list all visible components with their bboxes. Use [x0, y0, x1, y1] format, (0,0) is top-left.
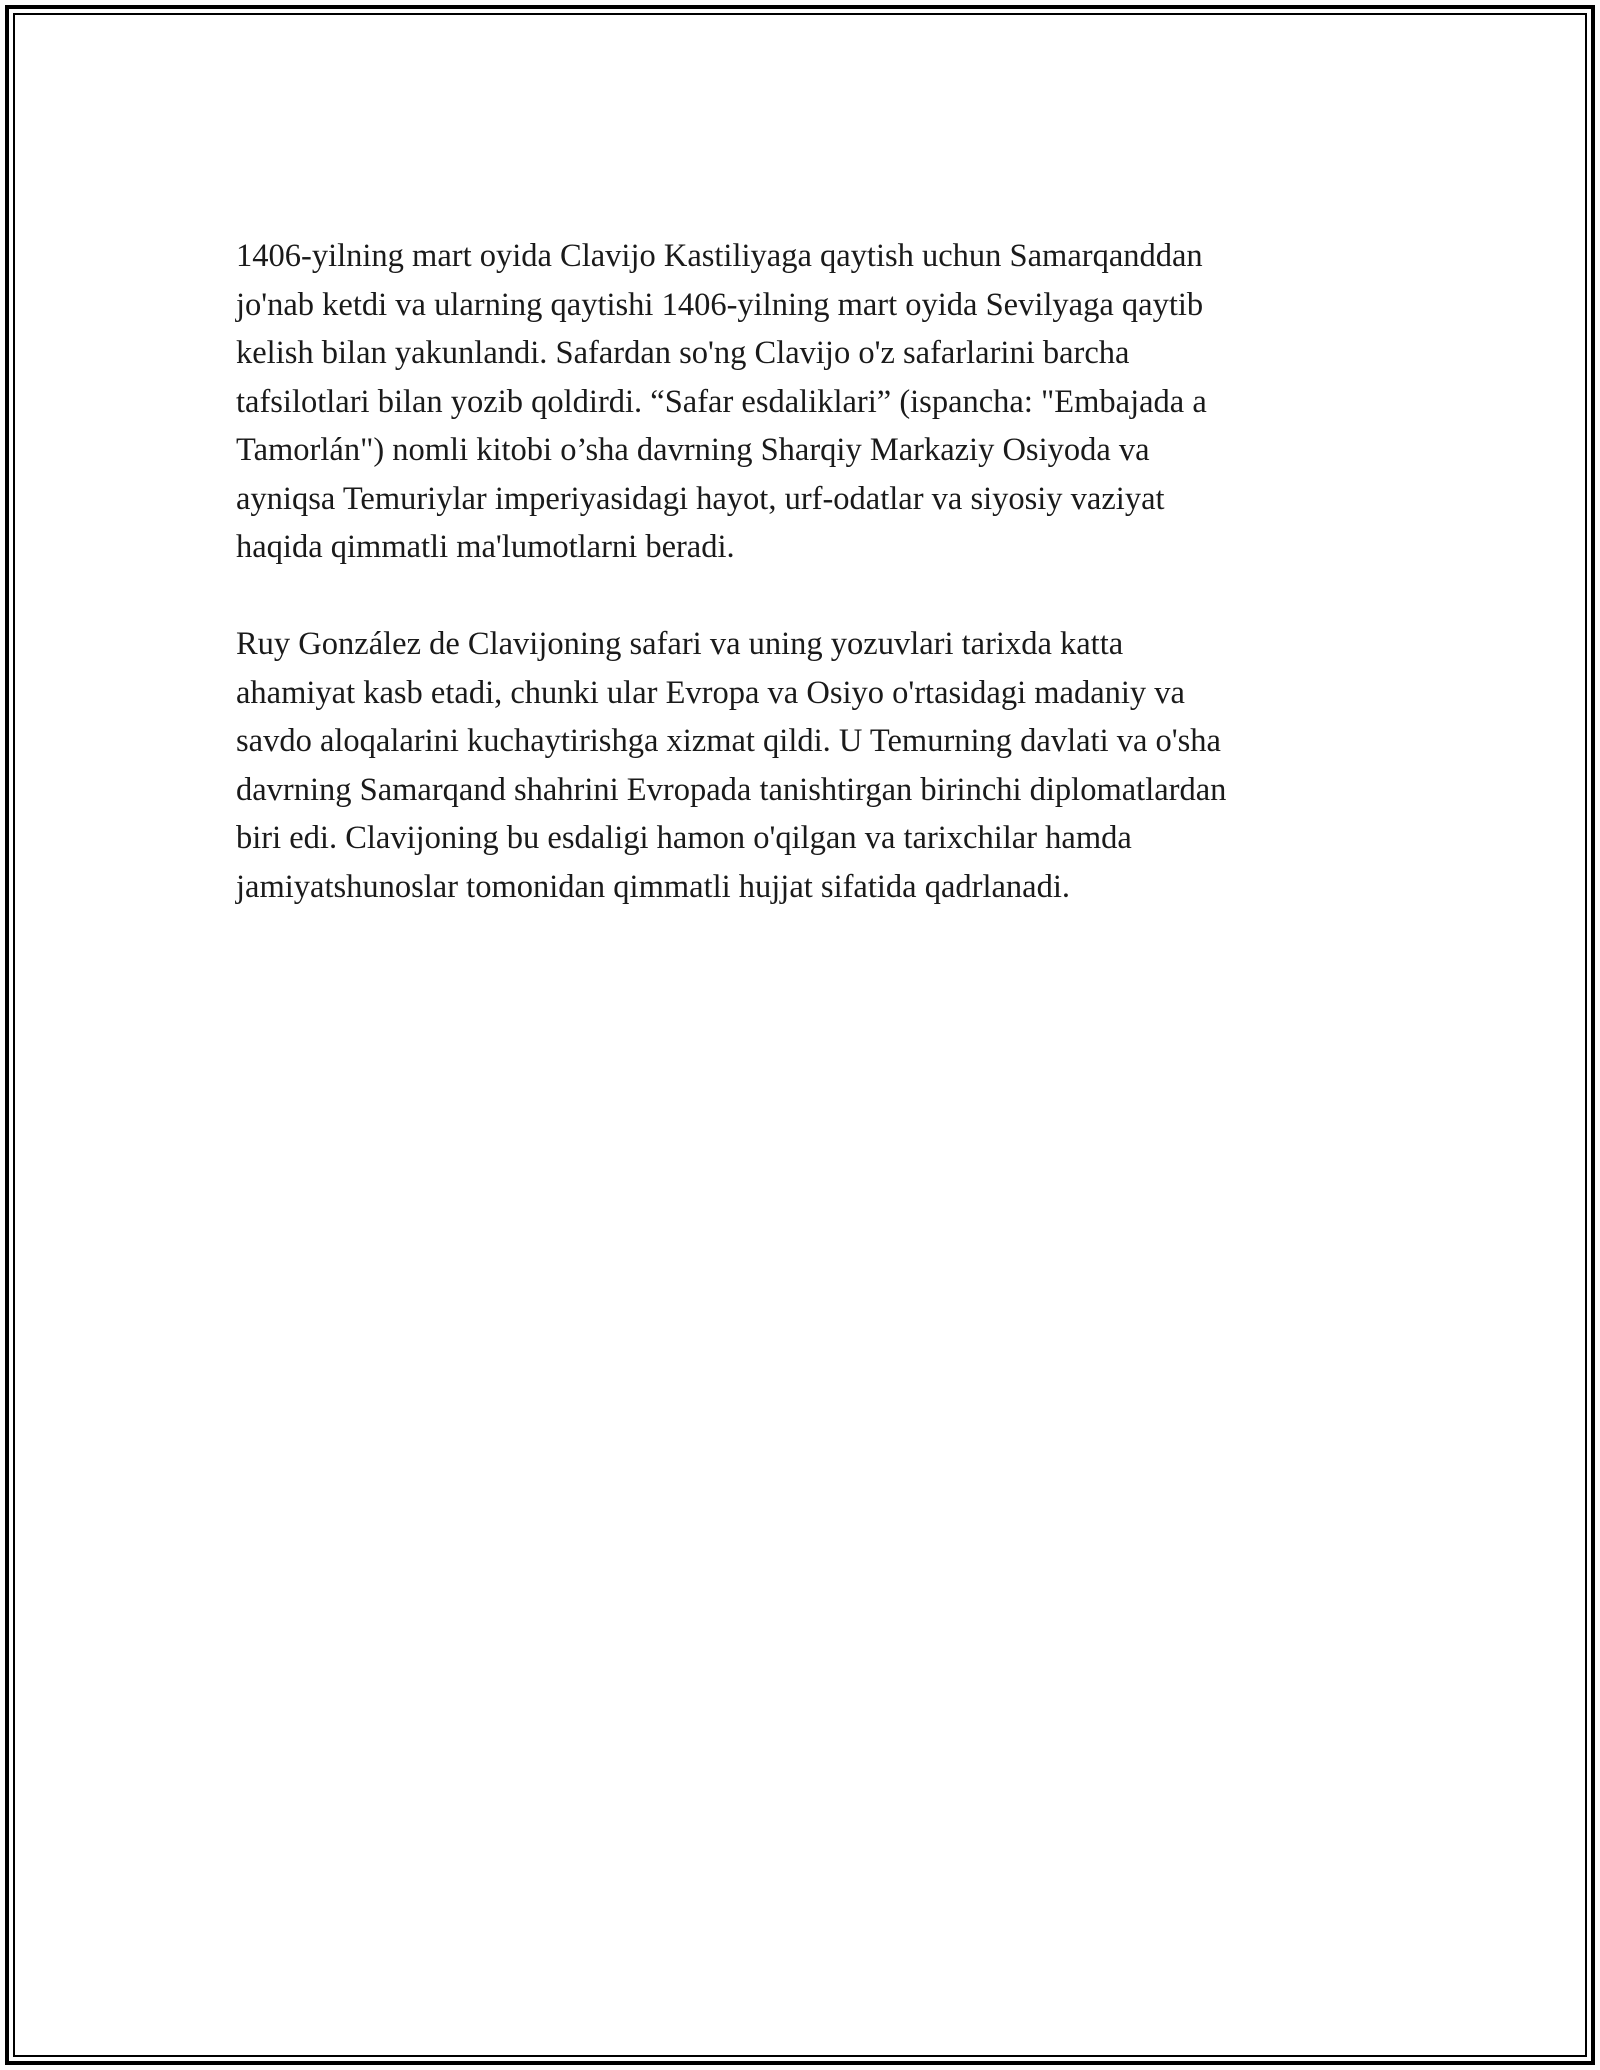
paragraph-2-line-5: biri edi. Clavijoning bu esdaligi hamon o'qilgan va tarixchilar hamda	[236, 820, 1132, 856]
paragraph-1-line-2: jo'nab ketdi va ularning qaytishi 1406-yilning mart oyida Sevilyaga qaytib	[236, 286, 1204, 323]
document-body	[236, 232, 1376, 911]
paragraph-2-line-4: davrning Samarqand shahrini Evropada tanishtirgan birinchi diplomatlardan	[236, 771, 1227, 808]
paragraph-2	[236, 620, 1376, 911]
paragraph-1-line-6: ayniqsa Temuriylar imperiyasidagi hayot, urf-odatlar va siyosiy vaziyat	[236, 480, 1165, 517]
paragraph-2-line-6: jamiyatshunoslar tomonidan qimmatli hujjat sifatida qadrlanadi.	[236, 868, 1070, 905]
paragraph-1-line-4: tafsilotlari bilan yozib qoldirdi. “Safar esdaliklari” (ispancha: "Embajada a	[236, 383, 1207, 420]
paragraph-2-line-1: Ruy González de Clavijoning safari va uning yozuvlari tarixda katta	[236, 626, 1124, 662]
paragraph-1-line-1: 1406-yilning mart oyida Clavijo Kastiliyaga qaytish uchun Samarqanddan	[236, 238, 1203, 274]
paragraph-2-line-3: savdo aloqalarini kuchaytirishga xizmat qildi. U Temurning davlati va o'sha	[236, 723, 1221, 759]
paragraph-1-line-7: haqida qimmatli ma'lumotlarni beradi.	[236, 529, 735, 565]
paragraph-1-line-5: Tamorlán") nomli kitobi o’sha davrning Sharqiy Markaziy Osiyoda va	[236, 432, 1150, 468]
paragraph-2-line-2: ahamiyat kasb etadi, chunki ular Evropa va Osiyo o'rtasidagi madaniy va	[236, 674, 1185, 711]
paragraph-1	[236, 232, 1376, 572]
paragraph-1-line-3: kelish bilan yakunlandi. Safardan so'ng Clavijo o'z safarlarini barcha	[236, 335, 1130, 371]
